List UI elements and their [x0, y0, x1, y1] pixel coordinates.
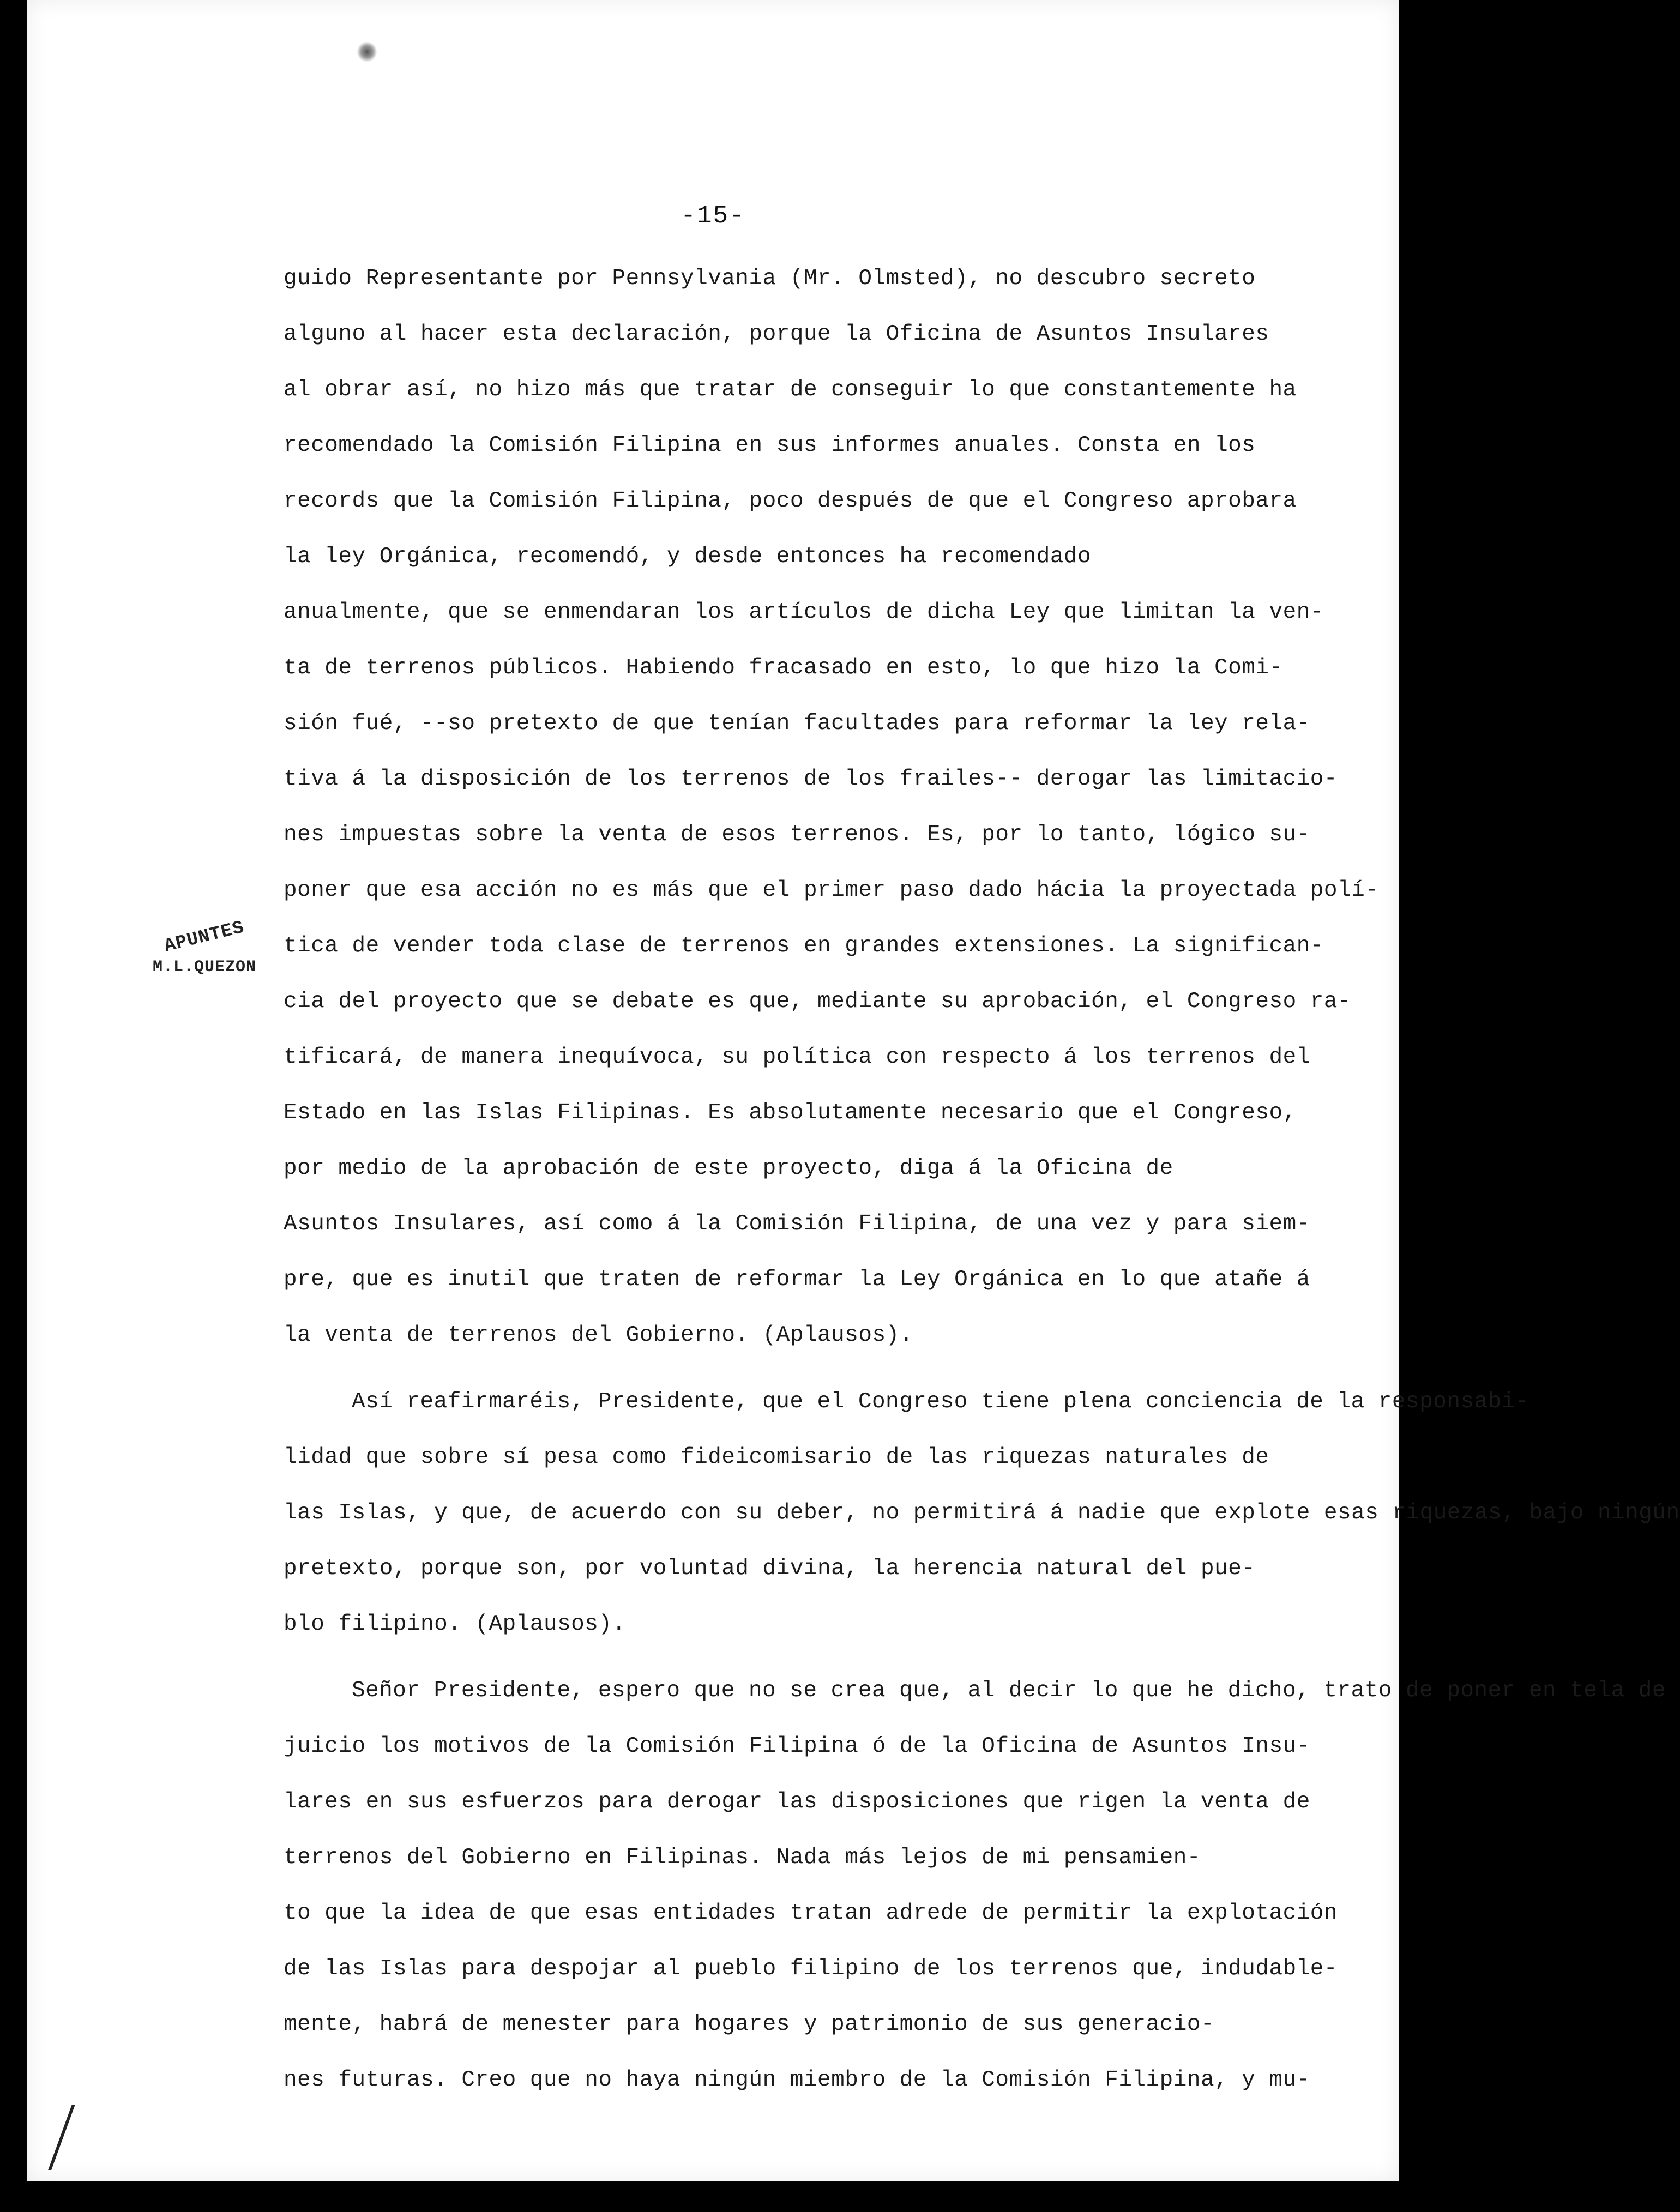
paragraph-gap	[284, 1363, 1347, 1374]
ink-smudge	[357, 41, 377, 63]
text-line: tiva á la disposición de los terrenos de los frailes-- derogar las limitacio-	[284, 767, 1338, 792]
text-line: cia del proyecto que se debate es que, mediante su aprobación, el Congreso ra-	[284, 989, 1352, 1014]
text-line: recomendado la Comisión Filipina en sus informes anuales. Consta en los	[284, 433, 1256, 458]
text-line: records que la Comisión Filipina, poco después de que el Congreso aprobara	[284, 489, 1297, 514]
text-line: nes impuestas sobre la venta de esos terrenos. Es, por lo tanto, lógico su-	[284, 822, 1310, 847]
text-line: lidad que sobre sí pesa como fideicomisario de las riquezas naturales de	[284, 1445, 1269, 1470]
text-line: pre, que es inutil que traten de reformar la Ley Orgánica en lo que atañe á	[284, 1267, 1310, 1292]
text-line: las Islas, y que, de acuerdo con su deber, no permitirá á nadie que explote esas riquezas, bajo ningún	[284, 1500, 1680, 1526]
text-line: tificará, de manera inequívoca, su política con respecto á los terrenos del	[284, 1045, 1310, 1070]
document-page	[27, 0, 1680, 2181]
text-line: lares en sus esfuerzos para derogar las disposiciones que rigen la venta de	[284, 1789, 1310, 1815]
text-line: por medio de la aprobación de este proyecto, diga á la Oficina de	[284, 1156, 1173, 1181]
text-line: Estado en las Islas Filipinas. Es absolutamente necesario que el Congreso,	[284, 1100, 1297, 1125]
text-line: ta de terrenos públicos. Habiendo fracasado en esto, lo que hizo la Comi-	[284, 655, 1283, 680]
text-line: poner que esa acción no es más que el primer paso dado hácia la proyectada polí-	[284, 878, 1379, 903]
text-line: guido Representante por Pennsylvania (Mr. Olmsted), no descubro secreto	[284, 266, 1256, 291]
text-line: sión fué, --so pretexto de que tenían facultades para reformar la ley rela-	[284, 711, 1310, 736]
text-line: anualmente, que se enmendaran los artículos de dicha Ley que limitan la ven-	[284, 600, 1324, 625]
stamp-top-text: APUNTES	[162, 917, 247, 957]
text-line: terrenos del Gobierno en Filipinas. Nada más lejos de mi pensamien-	[284, 1845, 1201, 1870]
stamp-bottom-text: M.L.QUEZON	[152, 958, 257, 977]
text-line: la ley Orgánica, recomendó, y desde entonces ha recomendado	[284, 544, 1092, 569]
text-line: de las Islas para despojar al pueblo filipino de los terrenos que, indudable-	[284, 1956, 1338, 1981]
text-line: Asuntos Insulares, así como á la Comisión Filipina, de una vez y para siem-	[284, 1212, 1310, 1237]
text-line: tica de vender toda clase de terrenos en grandes extensiones. La significan-	[284, 933, 1324, 959]
stamp-seal	[144, 917, 264, 1020]
text-line: blo filipino. (Aplausos).	[284, 1612, 626, 1637]
text-line: pretexto, porque son, por voluntad divina, la herencia natural del pue-	[284, 1556, 1256, 1581]
text-line: to que la idea de que esas entidades tratan adrede de permitir la explotación	[284, 1901, 1338, 1926]
text-line: nes futuras. Creo que no haya ningún miembro de la Comisión Filipina, y mu-	[284, 2068, 1310, 2093]
text-line: la venta de terrenos del Gobierno. (Aplausos).	[284, 1323, 913, 1348]
page-number: -15-	[681, 202, 745, 230]
text-line: mente, habrá de menester para hogares y patrimonio de sus generacio-	[284, 2012, 1215, 2037]
text-line: Señor Presidente, espero que no se crea que, al decir lo que he dicho, trato de poner en tela de	[352, 1678, 1666, 1703]
body-text	[284, 251, 1680, 2108]
text-line: al obrar así, no hizo más que tratar de conseguir lo que constantemente ha	[284, 377, 1297, 402]
text-line: juicio los motivos de la Comisión Filipina ó de la Oficina de Asuntos Insu-	[284, 1734, 1310, 1759]
corner-mark	[48, 2105, 113, 2170]
text-line: Así reafirmaréis, Presidente, que el Congreso tiene plena conciencia de la responsabi-	[352, 1389, 1529, 1414]
paragraph-gap	[284, 1652, 1347, 1663]
text-line: alguno al hacer esta declaración, porque la Oficina de Asuntos Insulares	[284, 322, 1269, 347]
